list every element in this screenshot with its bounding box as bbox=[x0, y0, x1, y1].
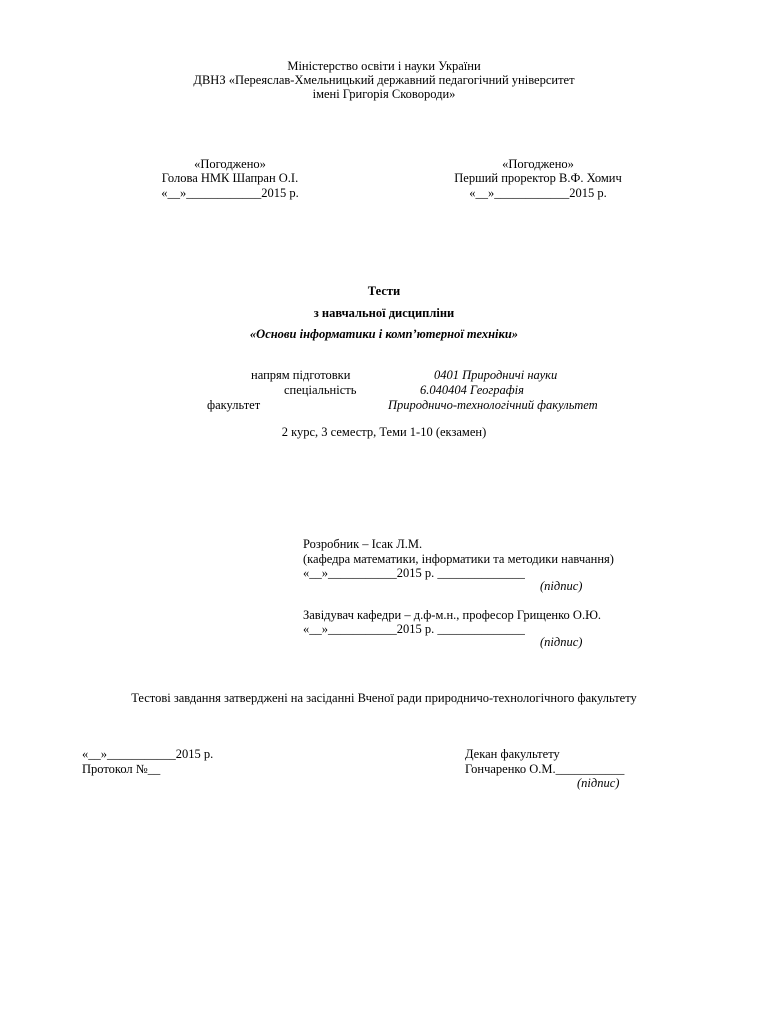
approval-right-title: «Погоджено» bbox=[502, 157, 574, 171]
discipline-name: «Основи інформатики і комп’ютерної техніки» bbox=[249, 327, 519, 341]
head-of-department-signature-label: (підпис) bbox=[540, 635, 583, 649]
specialty-value: 6.040404 Географія bbox=[420, 383, 524, 397]
developer-signature-label: (підпис) bbox=[540, 579, 583, 593]
developer-date-line: «__»___________2015 р. ______________ bbox=[303, 566, 525, 580]
protocol-line: Протокол №__ bbox=[82, 762, 161, 776]
faculty-value: Природничо-технологічний факультет bbox=[388, 398, 598, 412]
faculty-label: факультет bbox=[207, 398, 261, 412]
university-name-line1: ДВНЗ «Переяслав-Хмельницький державний педагогічний університет bbox=[193, 73, 575, 87]
course-line: 2 курс, 3 семестр, Теми 1-10 (екзамен) bbox=[281, 425, 487, 439]
head-of-department-date-line: «__»___________2015 р. ______________ bbox=[303, 622, 525, 636]
developer-name: Розробник – Ісак Л.М. bbox=[303, 537, 423, 551]
approval-left-date: «__»____________2015 р. bbox=[161, 186, 299, 200]
approval-right-date: «__»____________2015 р. bbox=[469, 186, 607, 200]
footer-date-line: «__»___________2015 р. bbox=[82, 747, 214, 761]
approval-left-title: «Погоджено» bbox=[194, 157, 266, 171]
dean-title: Декан факультету bbox=[465, 747, 560, 761]
head-of-department-name: Завідувач кафедри – д.ф-м.н., професор Грищенко О.Ю. bbox=[303, 608, 602, 622]
dean-signature-label: (підпис) bbox=[577, 776, 620, 790]
direction-value: 0401 Природничі науки bbox=[434, 368, 558, 382]
approval-right-person: Перший проректор В.Ф. Хомич bbox=[454, 171, 622, 185]
approval-statement: Тестові завдання затверджені на засіданні Вченої ради природничо-технологічного факультету bbox=[131, 691, 637, 705]
dean-name: Гончаренко О.М.___________ bbox=[465, 762, 625, 776]
approval-left-person: Голова НМК Шапран О.І. bbox=[161, 171, 299, 185]
developer-department: (кафедра математики, інформатики та методики навчання) bbox=[303, 552, 614, 566]
university-name-line2: імені Григорія Сковороди» bbox=[312, 87, 456, 101]
document-subtitle: з навчальної дисципліни bbox=[313, 306, 455, 320]
document-title: Тести bbox=[367, 284, 401, 298]
direction-label: напрям підготовки bbox=[251, 368, 351, 382]
ministry-name: Міністерство освіти і науки України bbox=[287, 59, 481, 73]
specialty-label: спеціальність bbox=[284, 383, 357, 397]
